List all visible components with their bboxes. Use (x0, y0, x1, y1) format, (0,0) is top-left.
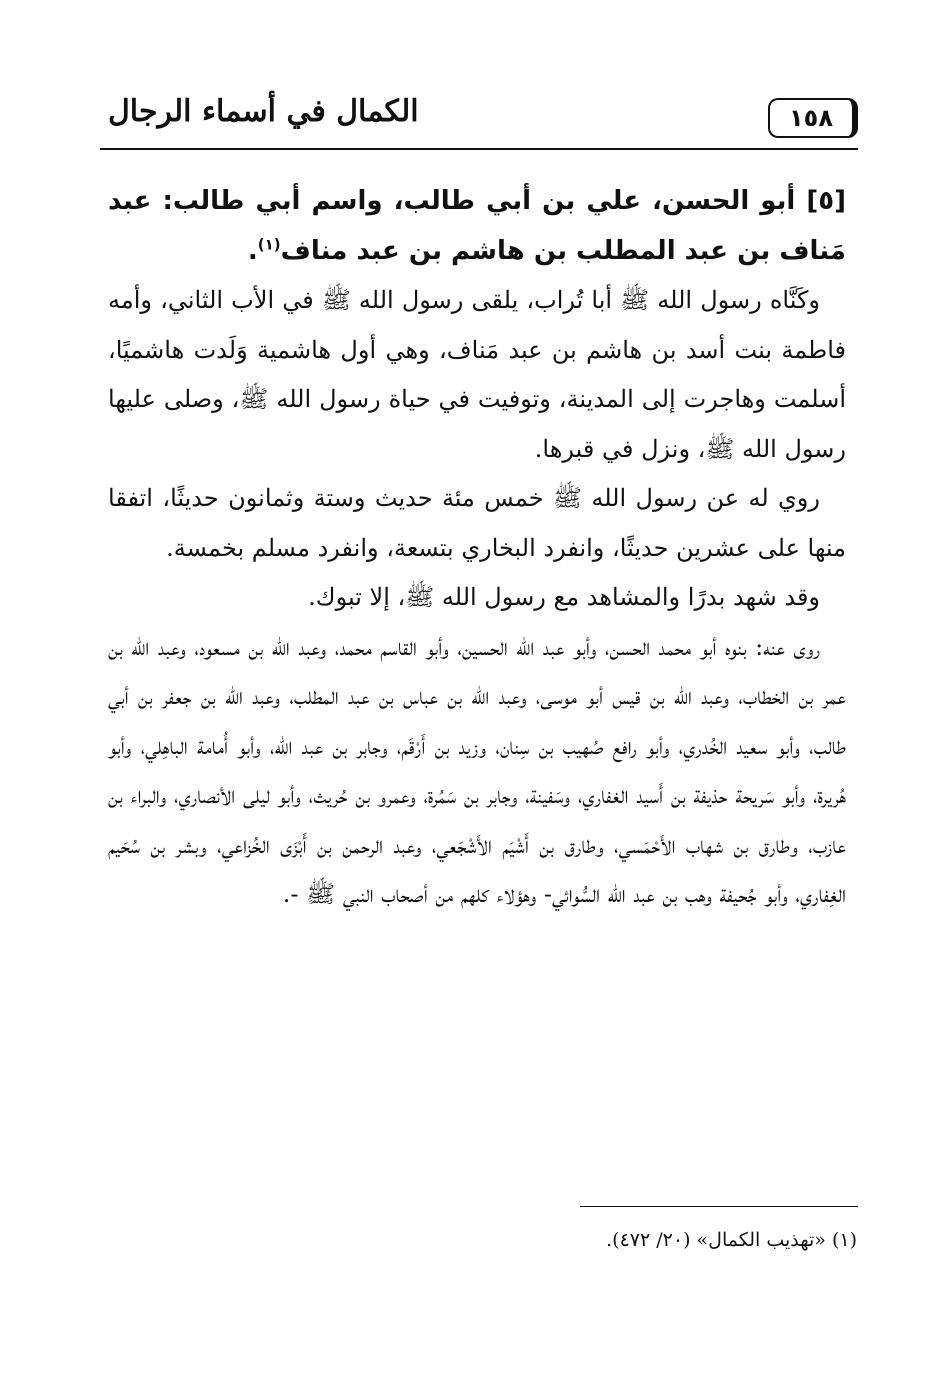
header-rule (100, 148, 858, 150)
entry-heading-text: [٥] أبو الحسن، علي بن أبي طالب، واسم أبي طالب: عبد مَناف بن عبد المطلب بن هاشم بن عبد مناف (108, 186, 846, 266)
footnote: (١) «تهذيب الكمال» (٢٠/ ٤٧٢). (606, 1229, 857, 1251)
entry-heading-end: . (247, 236, 258, 266)
main-text (108, 176, 846, 920)
book-title: الكمال في أسماء الرجال (108, 94, 419, 129)
paragraph-hadith-count: روي له عن رسول الله ﷺ خمس مئة حديث وستة وثمانون حديثًا، اتفقا منها على عشرين حديثًا، وانفرد البخاري بتسعة، وانفرد مسلم بخمسة. (108, 484, 846, 562)
paragraph-battles: وقد شهد بدرًا والمشاهد مع رسول الله ﷺ، إلا تبوك. (308, 583, 820, 611)
paragraph-kunya: وكَنَّاه رسول الله ﷺ أبا تُراب، يلقى رسول الله ﷺ في الأب الثاني، وأمه فاطمة بنت أسد بن هاشم بن عبد مَناف، وهي أول هاشمية وَلَدت هاشميًا، أسلمت وهاجرت إلى المدينة، وتوفيت في حياة رسول الله ﷺ، وصلى عليها رسول الله ﷺ، ونزل في قبرها. (108, 286, 846, 463)
page-header (100, 88, 858, 150)
footnote-rule (580, 1206, 858, 1207)
page-number: ١٥٨ (768, 98, 858, 138)
paragraph-narrators: روى عنه: بنوه أبو محمد الحسن، وأبو عبد الله الحسين، وأبو القاسم محمد، وعبد الله بن مسعود، وعبد الله بن عمر بن الخطاب، وعبد الله بن قيس أبو موسى، وعبد الله بن عباس بن عبد المطلب، وعبد الله بن جعفر بن أبي طالب، وأبو سعيد الخُدري، وأبو رافع صُهيب بن سِنان، وزيد بن أَرْقَم، وجابر بن عبد الله، وأبو أُمامة الباهِلي، وأبو هُريرة، وأبو سَريحة حذيفة بن أَسيد الغفاري، وسَفينة، وجابر بن سَمُرة، وعمرو بن حُريث، وأبو ليلى الأنصاري، والبراء بن عازب، وطارق بن شهاب الأَحْمَسي، وطارق بن أَشْيَم الأَشْجَعي، وعبد الرحمن بن أَبْزَى الخُزاعي، وبشر بن سُحَيم الغِفاري، وأبو جُحيفة وهب بن عبد الله السُّوائي- وهؤلاء كلهم من أصحاب النبي ﷺ -. (108, 632, 846, 908)
footnote-reference: (١) (257, 235, 281, 254)
entry-heading (108, 176, 846, 276)
